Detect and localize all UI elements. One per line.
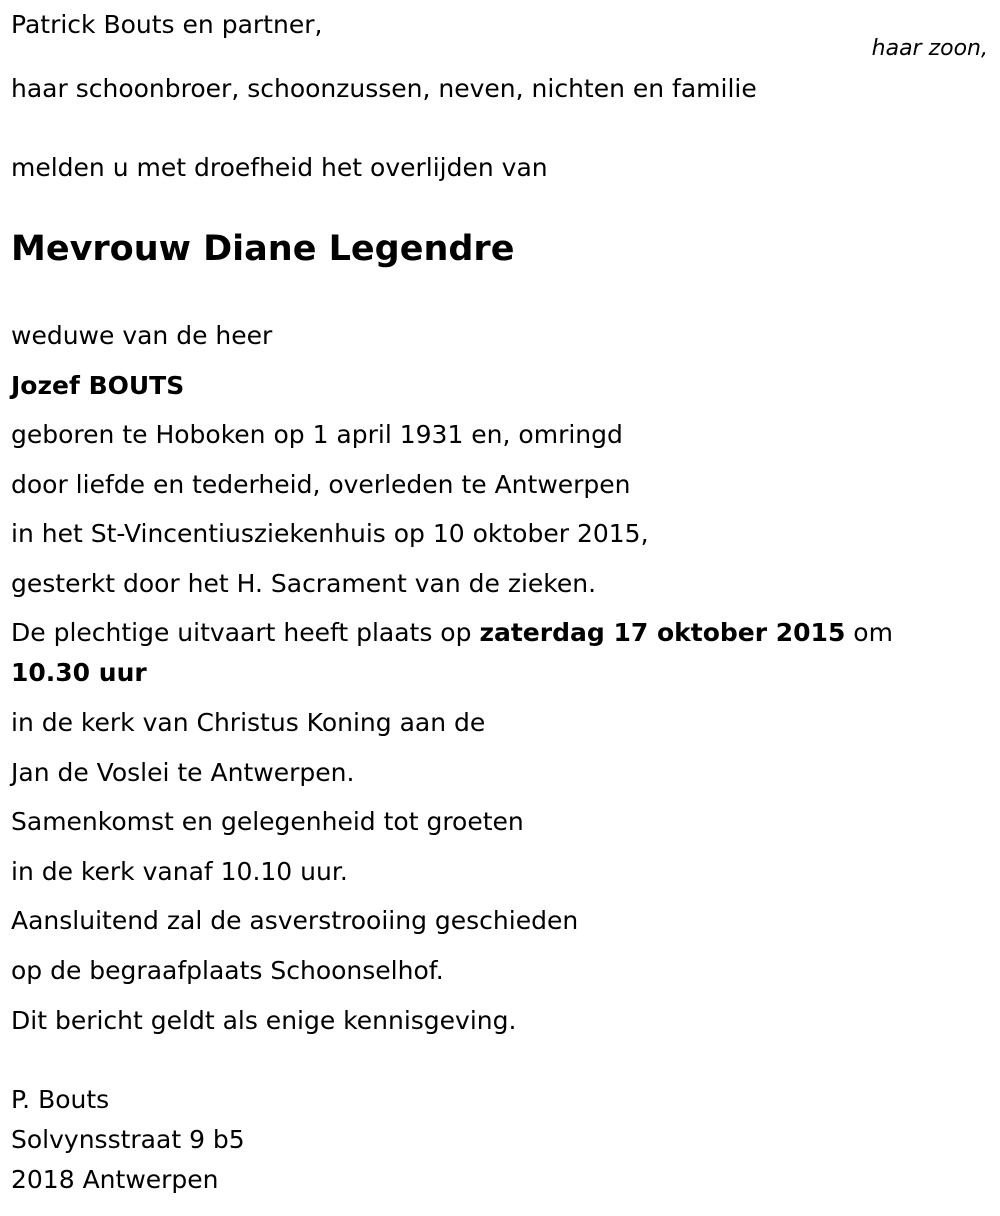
church-line: in de kerk van Christus Koning aan de — [11, 708, 486, 737]
family-line-2: haar schoonbroer, schoonzussen, neven, nichten en familie — [11, 74, 757, 103]
funeral-line — [11, 617, 893, 649]
address-street: Solvynsstraat 9 b5 — [11, 1125, 245, 1154]
funeral-date: zaterdag 17 oktober 2015 — [479, 618, 846, 647]
widow-line: weduwe van de heer — [11, 321, 273, 350]
love-line: door liefde en tederheid, overleden te Antwerpen — [11, 470, 631, 499]
deceased-name: Mevrouw Diane Legendre — [11, 229, 515, 269]
gathering-line: Samenkomst en gelegenheid tot groeten — [11, 807, 524, 836]
family-line-1: Patrick Bouts en partner, — [11, 10, 323, 39]
address-name: P. Bouts — [11, 1085, 110, 1114]
funeral-time: 10.30 uur — [11, 658, 147, 687]
intro-line: melden u met droefheid het overlijden van — [11, 153, 548, 182]
relation-son: haar zoon, — [871, 36, 988, 61]
husband-name: Jozef BOUTS — [11, 371, 185, 400]
hospital-line: in het St-Vincentiusziekenhuis op 10 oktober 2015, — [11, 519, 649, 548]
address-city: 2018 Antwerpen — [11, 1165, 219, 1194]
street-line: Jan de Voslei te Antwerpen. — [11, 758, 355, 787]
born-line: geboren te Hoboken op 1 april 1931 en, omringd — [11, 420, 623, 449]
funeral-om: om — [853, 618, 893, 647]
funeral-prefix: De plechtige uitvaart heeft plaats op — [11, 618, 472, 647]
ash-line: Aansluitend zal de asverstrooiing geschieden — [11, 906, 579, 935]
gathering-time-line: in de kerk vanaf 10.10 uur. — [11, 857, 348, 886]
cemetery-line: op de begraafplaats Schoonselhof. — [11, 956, 444, 985]
sacrament-line: gesterkt door het H. Sacrament van de zieken. — [11, 569, 597, 598]
notice-line: Dit bericht geldt als enige kennisgeving. — [11, 1006, 517, 1035]
